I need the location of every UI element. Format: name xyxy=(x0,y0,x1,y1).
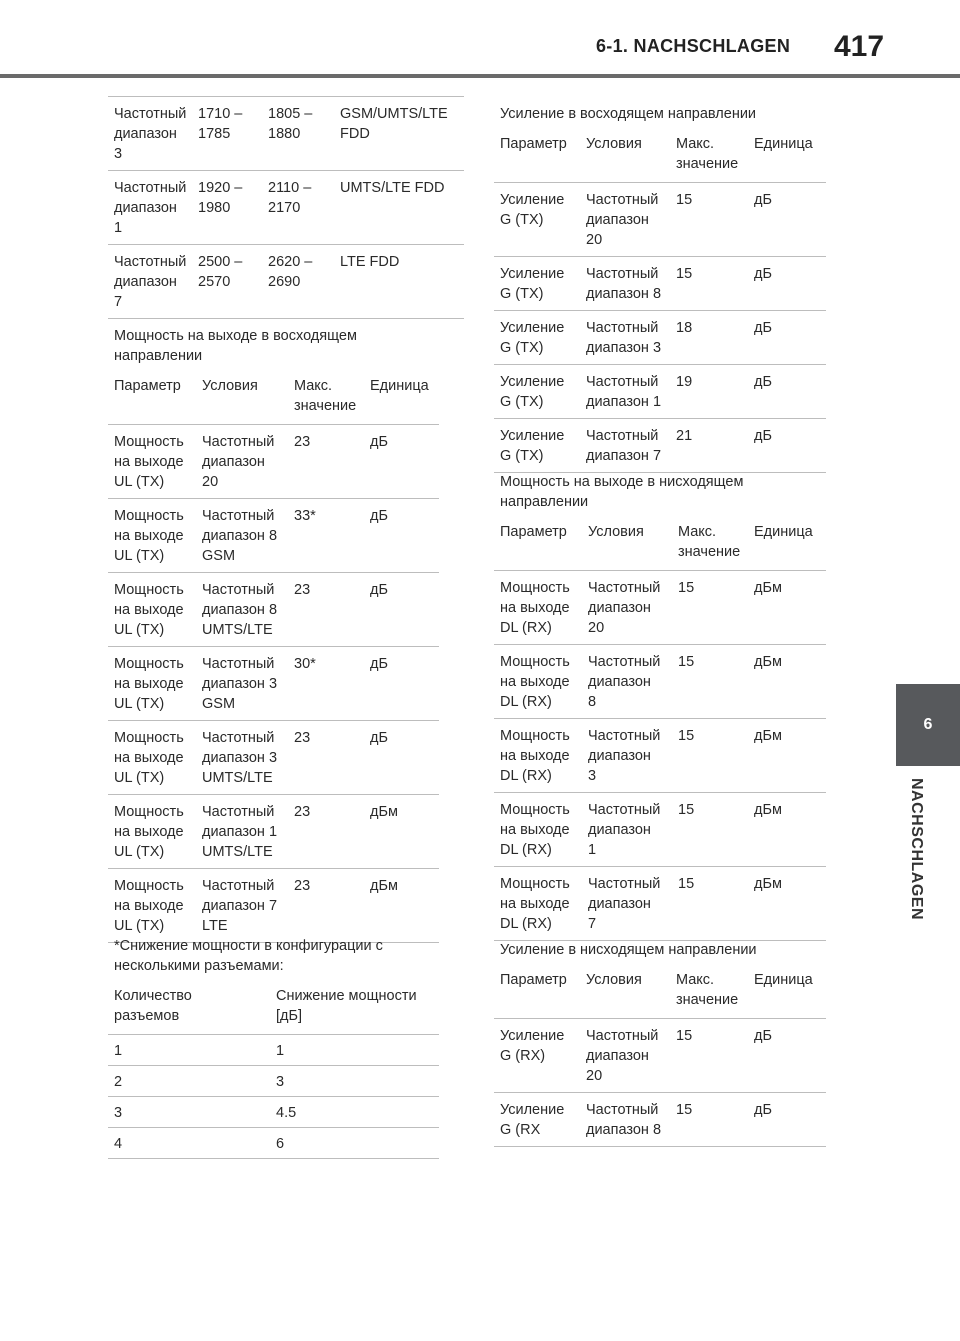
table-cell: Частотный диапазон 7 xyxy=(108,245,192,319)
table-header-row xyxy=(494,966,826,1019)
table-row xyxy=(108,1128,439,1159)
table-row xyxy=(108,869,439,943)
table-cell: дБм xyxy=(748,719,826,793)
table-cell: Частотный диапазон 20 xyxy=(582,571,672,645)
table-cell: Мощность на выходе DL (RX) xyxy=(494,867,582,941)
table-cell: 2620 – 2690 xyxy=(262,245,334,319)
table-cell: 1 xyxy=(108,1035,270,1066)
table-cell: Усиление G (RX xyxy=(494,1093,580,1147)
table-cell: дБм xyxy=(748,571,826,645)
table-cell: Частотный диапазон 7 LTE xyxy=(196,869,288,943)
table-cell: Мощность на выходе UL (TX) xyxy=(108,647,196,721)
table-cell: Мощность на выходе UL (TX) xyxy=(108,573,196,647)
table-cell: 23 xyxy=(288,795,364,869)
table-cell: 33* xyxy=(288,499,364,573)
table-cell: дБм xyxy=(364,869,439,943)
table-cell: дБ xyxy=(748,365,826,419)
frequency-bands-table xyxy=(108,96,464,319)
table-cell: 3 xyxy=(108,1097,270,1128)
table-cell: Частотный диапазон 8 UMTS/LTE xyxy=(196,573,288,647)
table-cell: Мощность на выходе DL (RX) xyxy=(494,719,582,793)
table-cell: дБ xyxy=(748,311,826,365)
table-cell: 15 xyxy=(670,183,748,257)
table-cell: 18 xyxy=(670,311,748,365)
table-row xyxy=(494,1019,826,1093)
table-cell: Усиление G (TX) xyxy=(494,365,580,419)
table-cell: дБ xyxy=(364,647,439,721)
table-header-row xyxy=(494,130,826,183)
table-cell: 3 xyxy=(270,1066,439,1097)
table-row xyxy=(494,419,826,473)
table-cell: Мощность на выходе UL (TX) xyxy=(108,721,196,795)
table-cell: 15 xyxy=(672,867,748,941)
table-cell: 4 xyxy=(108,1128,270,1159)
table-cell: 15 xyxy=(670,1019,748,1093)
table-cell: Усиление G (RX) xyxy=(494,1019,580,1093)
column-header: Параметр xyxy=(500,972,567,988)
table-row xyxy=(494,257,826,311)
table-row xyxy=(108,171,464,245)
table-row xyxy=(494,311,826,365)
table-cell: дБ xyxy=(748,419,826,473)
table-cell: Мощность на выходе DL (RX) xyxy=(494,571,582,645)
table-row xyxy=(108,795,439,869)
dl-gain-caption: Усиление в нисходящем направлении xyxy=(500,942,757,958)
table-cell: дБ xyxy=(748,257,826,311)
table-cell: дБ xyxy=(364,573,439,647)
column-header: Единица xyxy=(754,524,813,540)
column-header: Параметр xyxy=(500,524,567,540)
table-row xyxy=(494,571,826,645)
table-row xyxy=(108,1035,439,1066)
table-cell: Мощность на выходе UL (TX) xyxy=(108,869,196,943)
table-cell: 1920 – 1980 xyxy=(192,171,262,245)
column-header: Параметр xyxy=(114,378,181,394)
page-header xyxy=(0,0,960,80)
column-header: Параметр xyxy=(500,136,567,152)
table-cell: 15 xyxy=(672,719,748,793)
chapter-side-label xyxy=(905,778,925,938)
table-cell: Частотный диапазон 3 xyxy=(580,311,670,365)
table-cell: 21 xyxy=(670,419,748,473)
table-cell: Частотный диапазон 8 xyxy=(580,257,670,311)
table-cell: 23 xyxy=(288,425,364,499)
table-cell: 4.5 xyxy=(270,1097,439,1128)
power-reduction-table xyxy=(108,982,439,1159)
table-row xyxy=(494,645,826,719)
table-cell: Мощность на выходе UL (TX) xyxy=(108,795,196,869)
table-cell: Частотный диапазон 20 xyxy=(196,425,288,499)
table-cell: LTE FDD xyxy=(334,245,464,319)
dl-power-caption: Мощность на выходе в нисходящем направлении xyxy=(500,474,744,510)
table-cell: 23 xyxy=(288,721,364,795)
table-row xyxy=(108,721,439,795)
column-header: Макс. значение xyxy=(676,136,739,172)
table-cell: дБм xyxy=(748,793,826,867)
column-header: Снижение мощности [дБ] xyxy=(276,988,417,1024)
ul-power-caption: Мощность на выходе в восходящем направлении xyxy=(114,328,357,364)
page-number: 417 xyxy=(834,30,885,63)
table-row xyxy=(108,245,464,319)
table-row xyxy=(494,183,826,257)
table-cell: Мощность на выходе DL (RX) xyxy=(494,793,582,867)
column-header: Макс. значение xyxy=(676,972,739,1008)
table-header-row xyxy=(108,982,439,1035)
table-cell: 1805 – 1880 xyxy=(262,97,334,171)
column-header: Условия xyxy=(586,136,642,152)
table-cell: 15 xyxy=(672,793,748,867)
table-cell: Частотный диапазон 20 xyxy=(580,183,670,257)
table-cell: дБ xyxy=(748,1093,826,1147)
chapter-label: NACHSCHLAGEN xyxy=(908,778,925,920)
table-cell: Частотный диапазон 1 xyxy=(580,365,670,419)
ul-gain-table xyxy=(494,130,826,473)
header-divider xyxy=(0,74,960,78)
table-cell: Частотный диапазон 1 UMTS/LTE xyxy=(196,795,288,869)
table-cell: Частотный диапазон 7 xyxy=(582,867,672,941)
table-cell: дБ xyxy=(364,425,439,499)
table-cell: дБ xyxy=(364,499,439,573)
table-cell: 15 xyxy=(670,257,748,311)
reduction-note: *Снижение мощности в конфигурации с несколькими разъемами: xyxy=(114,938,383,974)
table-cell: 23 xyxy=(288,573,364,647)
table-cell: 15 xyxy=(670,1093,748,1147)
column-header: Макс. значение xyxy=(678,524,741,560)
table-cell: 15 xyxy=(672,571,748,645)
table-row xyxy=(494,793,826,867)
table-header-row xyxy=(108,372,439,425)
table-cell: UMTS/LTE FDD xyxy=(334,171,464,245)
table-cell: 2500 – 2570 xyxy=(192,245,262,319)
dl-power-table xyxy=(494,518,826,941)
table-cell: Частотный диапазон 3 xyxy=(108,97,192,171)
table-cell: 2110 – 2170 xyxy=(262,171,334,245)
table-row xyxy=(108,97,464,171)
chapter-number: 6 xyxy=(923,716,933,733)
table-cell: Мощность на выходе UL (TX) xyxy=(108,425,196,499)
table-row xyxy=(494,1093,826,1147)
table-cell: дБ xyxy=(748,1019,826,1093)
table-row xyxy=(108,1097,439,1128)
table-cell: Частотный диапазон 7 xyxy=(580,419,670,473)
column-header: Макс. значение xyxy=(294,378,357,414)
table-cell: Усиление G (TX) xyxy=(494,257,580,311)
table-cell: Частотный диапазон 3 GSM xyxy=(196,647,288,721)
table-row xyxy=(494,365,826,419)
column-header: Условия xyxy=(588,524,644,540)
section-title: 6-1. NACHSCHLAGEN xyxy=(596,36,791,56)
table-cell: 6 xyxy=(270,1128,439,1159)
table-cell: Частотный диапазон 3 UMTS/LTE xyxy=(196,721,288,795)
ul-gain-caption: Усиление в восходящем направлении xyxy=(500,106,757,122)
table-cell: 30* xyxy=(288,647,364,721)
table-cell: Усиление G (TX) xyxy=(494,419,580,473)
table-cell: дБм xyxy=(748,645,826,719)
table-cell: Частотный диапазон 1 xyxy=(582,793,672,867)
table-cell: дБ xyxy=(364,721,439,795)
column-header: Условия xyxy=(202,378,258,394)
table-cell: Частотный диапазон 8 xyxy=(580,1093,670,1147)
table-row xyxy=(108,499,439,573)
table-cell: дБм xyxy=(364,795,439,869)
table-cell: Усиление G (TX) xyxy=(494,183,580,257)
column-header: Количество разъемов xyxy=(114,988,192,1024)
table-cell: 1710 – 1785 xyxy=(192,97,262,171)
table-cell: 1 xyxy=(270,1035,439,1066)
table-row xyxy=(494,867,826,941)
chapter-tab[interactable] xyxy=(896,684,960,766)
table-cell: 15 xyxy=(672,645,748,719)
table-cell: 2 xyxy=(108,1066,270,1097)
table-cell: дБ xyxy=(748,183,826,257)
table-cell: Частотный диапазон 1 xyxy=(108,171,192,245)
table-cell: Частотный диапазон 20 xyxy=(580,1019,670,1093)
table-cell: Частотный диапазон 8 GSM xyxy=(196,499,288,573)
table-cell: GSM/UMTS/LTE FDD xyxy=(334,97,464,171)
table-row xyxy=(494,719,826,793)
column-header: Условия xyxy=(586,972,642,988)
column-header: Единица xyxy=(754,136,813,152)
table-cell: Мощность на выходе UL (TX) xyxy=(108,499,196,573)
table-cell: 19 xyxy=(670,365,748,419)
table-cell: Частотный диапазон 8 xyxy=(582,645,672,719)
table-cell: 23 xyxy=(288,869,364,943)
ul-power-table xyxy=(108,372,439,943)
dl-gain-table xyxy=(494,966,826,1147)
table-cell: Усиление G (TX) xyxy=(494,311,580,365)
table-header-row xyxy=(494,518,826,571)
table-cell: Частотный диапазон 3 xyxy=(582,719,672,793)
table-cell: дБм xyxy=(748,867,826,941)
table-row xyxy=(108,647,439,721)
column-header: Единица xyxy=(370,378,429,394)
table-cell: Мощность на выходе DL (RX) xyxy=(494,645,582,719)
table-row xyxy=(108,1066,439,1097)
table-row xyxy=(108,425,439,499)
table-row xyxy=(108,573,439,647)
column-header: Единица xyxy=(754,972,813,988)
